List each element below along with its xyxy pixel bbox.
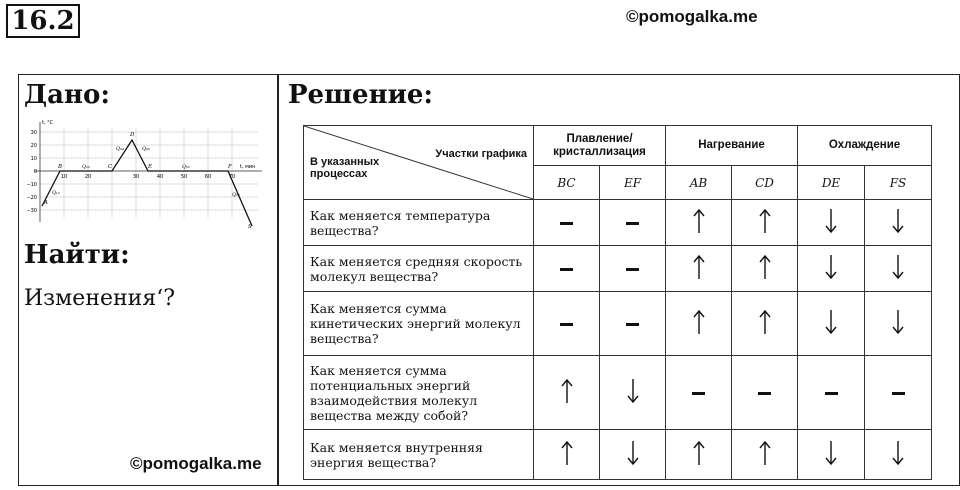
svg-text:30: 30	[30, 130, 37, 136]
segment-cd: CD	[732, 166, 798, 200]
graph-grid	[40, 128, 258, 218]
svg-text:Q₂₃: Q₂₃	[82, 165, 90, 170]
group-melting: Плавление/ кристаллизация	[534, 126, 666, 166]
svg-text:−20: −20	[26, 195, 37, 201]
row-question: Как меняется температура вещества?	[304, 200, 534, 246]
dash-icon	[732, 356, 798, 430]
svg-text:0: 0	[33, 169, 37, 175]
table-row	[304, 292, 932, 356]
given-heading: Дано:	[24, 80, 110, 110]
svg-text:D: D	[130, 132, 135, 138]
arrow-down-icon	[798, 430, 865, 480]
dash-icon	[600, 246, 666, 292]
svg-text:Q₄₅: Q₄₅	[142, 147, 150, 152]
svg-text:−10: −10	[26, 182, 37, 188]
solution-heading: Решение:	[288, 80, 434, 110]
dash-icon	[600, 200, 666, 246]
dash-icon	[666, 356, 732, 430]
svg-text:20: 20	[84, 174, 92, 180]
row-question: Как меняется средняя скорость молекул вещества?	[304, 246, 534, 292]
svg-text:C: C	[108, 164, 113, 170]
arrow-down-icon	[865, 246, 932, 292]
dash-icon	[534, 200, 600, 246]
svg-text:A: A	[44, 200, 48, 206]
problem-number: 16.2	[6, 4, 80, 38]
row-question: Как меняется внутренняя энергия вещества?	[304, 430, 534, 480]
svg-text:Q₅₆: Q₅₆	[182, 165, 190, 170]
arrow-up-icon	[666, 430, 732, 480]
find-heading: Найти:	[24, 240, 130, 270]
svg-text:40: 40	[156, 174, 164, 180]
arrow-down-icon	[600, 430, 666, 480]
arrow-up-icon	[732, 292, 798, 356]
table-row	[304, 200, 932, 246]
segment-ef: EF	[600, 166, 666, 200]
graph-y-ticks	[26, 130, 37, 214]
arrow-down-icon	[865, 200, 932, 246]
solution-table	[303, 125, 932, 480]
graph-x-ticks	[61, 174, 235, 180]
row-question: Как меняется сумма потенциальных энергий взаимодействия молекул вещества между собой?	[304, 356, 534, 430]
arrow-up-icon	[666, 292, 732, 356]
arrow-up-icon	[534, 430, 600, 480]
arrow-down-icon	[865, 292, 932, 356]
arrow-up-icon	[732, 246, 798, 292]
svg-text:Q₁₂: Q₁₂	[52, 191, 60, 196]
arrow-up-icon	[534, 356, 600, 430]
group-cooling: Охлаждение	[798, 126, 932, 166]
svg-text:−30: −30	[26, 208, 37, 214]
arrow-down-icon	[798, 292, 865, 356]
dash-icon	[534, 292, 600, 356]
row-question: Как меняется сумма кинетических энергий молекул вещества?	[304, 292, 534, 356]
svg-text:B: B	[58, 164, 63, 170]
column-divider	[277, 74, 279, 486]
watermark-bottom: ©pomogalka.me	[130, 454, 262, 473]
segment-ab: AB	[666, 166, 732, 200]
graph-curve	[42, 140, 252, 226]
arrow-up-icon	[732, 200, 798, 246]
dash-icon	[600, 292, 666, 356]
svg-text:60: 60	[204, 174, 212, 180]
header-processes-label: Участки графика	[435, 148, 527, 160]
arrow-down-icon	[798, 200, 865, 246]
table-corner-cell	[304, 126, 534, 200]
svg-text:70: 70	[228, 174, 236, 180]
temperature-graph	[22, 118, 268, 230]
arrow-down-icon	[798, 246, 865, 292]
graph-x-unit: t, мин	[240, 164, 256, 170]
svg-text:20: 20	[30, 143, 37, 149]
graph-y-unit: t, °C	[42, 120, 54, 126]
arrow-up-icon	[666, 246, 732, 292]
graph-q-labels	[52, 146, 240, 198]
svg-text:Q₃₄: Q₃₄	[116, 147, 124, 152]
dash-icon	[865, 356, 932, 430]
table-row	[304, 246, 932, 292]
watermark-top: ©pomogalka.me	[626, 7, 758, 26]
dash-icon	[534, 246, 600, 292]
svg-text:50: 50	[180, 174, 188, 180]
segment-fs: FS	[865, 166, 932, 200]
arrow-down-icon	[865, 430, 932, 480]
arrow-up-icon	[666, 200, 732, 246]
svg-text:10: 10	[60, 174, 68, 180]
svg-text:S: S	[248, 224, 252, 230]
segment-de: DE	[798, 166, 865, 200]
dash-icon	[798, 356, 865, 430]
svg-text:Q₆₇: Q₆₇	[232, 193, 240, 198]
arrow-down-icon	[600, 356, 666, 430]
table-row	[304, 356, 932, 430]
svg-text:30: 30	[132, 174, 140, 180]
header-rows-label: В указанных процессах	[310, 156, 380, 180]
arrow-up-icon	[732, 430, 798, 480]
table-row	[304, 430, 932, 480]
svg-text:F: F	[228, 164, 232, 170]
svg-text:10: 10	[30, 156, 37, 162]
segment-bc: BC	[534, 166, 600, 200]
svg-text:E: E	[148, 164, 153, 170]
group-heating: Нагревание	[666, 126, 798, 166]
find-text: Изменения‘?	[24, 286, 175, 311]
